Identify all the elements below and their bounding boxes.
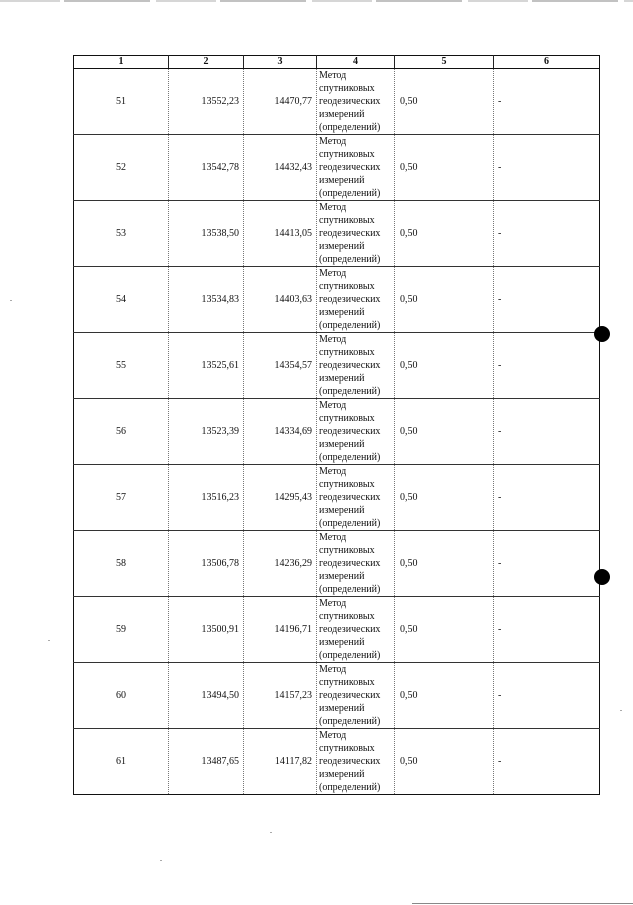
header-row <box>74 56 600 69</box>
x-coordinate: 13494,50 <box>169 663 244 729</box>
x-coordinate: 13487,65 <box>169 729 244 795</box>
scan-speck <box>160 860 162 861</box>
y-coordinate: 14432,43 <box>244 135 317 201</box>
method-text: Метод спутниковых геодезических измерений (определений) <box>317 465 395 531</box>
note-value: - <box>494 333 600 399</box>
table-row <box>74 69 600 135</box>
table-body <box>74 69 600 795</box>
x-coordinate: 13525,61 <box>169 333 244 399</box>
accuracy-value: 0,50 <box>395 729 494 795</box>
header-col-2: 2 <box>169 56 244 69</box>
point-number: 57 <box>74 465 169 531</box>
header-col-4: 4 <box>317 56 395 69</box>
point-number: 55 <box>74 333 169 399</box>
scan-top-edge <box>0 0 633 2</box>
coordinates-table <box>73 55 600 795</box>
punch-hole-mark <box>594 326 610 342</box>
y-coordinate: 14157,23 <box>244 663 317 729</box>
table-row <box>74 333 600 399</box>
accuracy-value: 0,50 <box>395 531 494 597</box>
method-text: Метод спутниковых геодезических измерений (определений) <box>317 69 395 135</box>
table-row <box>74 597 600 663</box>
x-coordinate: 13538,50 <box>169 201 244 267</box>
note-value: - <box>494 267 600 333</box>
method-text: Метод спутниковых геодезических измерений (определений) <box>317 333 395 399</box>
scan-bottom-edge <box>412 903 633 904</box>
y-coordinate: 14403,63 <box>244 267 317 333</box>
x-coordinate: 13523,39 <box>169 399 244 465</box>
table-row <box>74 663 600 729</box>
note-value: - <box>494 729 600 795</box>
point-number: 52 <box>74 135 169 201</box>
method-text: Метод спутниковых геодезических измерений (определений) <box>317 531 395 597</box>
x-coordinate: 13534,83 <box>169 267 244 333</box>
y-coordinate: 14236,29 <box>244 531 317 597</box>
accuracy-value: 0,50 <box>395 135 494 201</box>
point-number: 53 <box>74 201 169 267</box>
accuracy-value: 0,50 <box>395 399 494 465</box>
y-coordinate: 14196,71 <box>244 597 317 663</box>
y-coordinate: 14334,69 <box>244 399 317 465</box>
y-coordinate: 14354,57 <box>244 333 317 399</box>
note-value: - <box>494 465 600 531</box>
header-col-1: 1 <box>74 56 169 69</box>
note-value: - <box>494 69 600 135</box>
note-value: - <box>494 663 600 729</box>
header-col-3: 3 <box>244 56 317 69</box>
method-text: Метод спутниковых геодезических измерений (определений) <box>317 663 395 729</box>
x-coordinate: 13500,91 <box>169 597 244 663</box>
accuracy-value: 0,50 <box>395 69 494 135</box>
scan-speck <box>620 710 622 711</box>
table-row <box>74 399 600 465</box>
point-number: 61 <box>74 729 169 795</box>
table-row <box>74 465 600 531</box>
y-coordinate: 14295,43 <box>244 465 317 531</box>
method-text: Метод спутниковых геодезических измерений (определений) <box>317 729 395 795</box>
point-number: 51 <box>74 69 169 135</box>
accuracy-value: 0,50 <box>395 333 494 399</box>
method-text: Метод спутниковых геодезических измерений (определений) <box>317 135 395 201</box>
note-value: - <box>494 597 600 663</box>
y-coordinate: 14470,77 <box>244 69 317 135</box>
y-coordinate: 14117,82 <box>244 729 317 795</box>
method-text: Метод спутниковых геодезических измерений (определений) <box>317 597 395 663</box>
header-col-5: 5 <box>395 56 494 69</box>
accuracy-value: 0,50 <box>395 663 494 729</box>
method-text: Метод спутниковых геодезических измерений (определений) <box>317 201 395 267</box>
note-value: - <box>494 135 600 201</box>
coordinates-table-container <box>73 55 599 795</box>
note-value: - <box>494 399 600 465</box>
point-number: 59 <box>74 597 169 663</box>
x-coordinate: 13542,78 <box>169 135 244 201</box>
accuracy-value: 0,50 <box>395 597 494 663</box>
accuracy-value: 0,50 <box>395 201 494 267</box>
point-number: 54 <box>74 267 169 333</box>
y-coordinate: 14413,05 <box>244 201 317 267</box>
point-number: 58 <box>74 531 169 597</box>
table-row <box>74 201 600 267</box>
x-coordinate: 13506,78 <box>169 531 244 597</box>
method-text: Метод спутниковых геодезических измерений (определений) <box>317 399 395 465</box>
x-coordinate: 13516,23 <box>169 465 244 531</box>
point-number: 60 <box>74 663 169 729</box>
note-value: - <box>494 201 600 267</box>
table-row <box>74 135 600 201</box>
scan-speck <box>10 300 12 301</box>
scan-speck <box>48 640 50 641</box>
table-row <box>74 729 600 795</box>
accuracy-value: 0,50 <box>395 267 494 333</box>
table-row <box>74 267 600 333</box>
header-col-6: 6 <box>494 56 600 69</box>
x-coordinate: 13552,23 <box>169 69 244 135</box>
point-number: 56 <box>74 399 169 465</box>
note-value: - <box>494 531 600 597</box>
scan-speck <box>270 832 272 833</box>
accuracy-value: 0,50 <box>395 465 494 531</box>
method-text: Метод спутниковых геодезических измерений (определений) <box>317 267 395 333</box>
punch-hole-mark <box>594 569 610 585</box>
table-row <box>74 531 600 597</box>
